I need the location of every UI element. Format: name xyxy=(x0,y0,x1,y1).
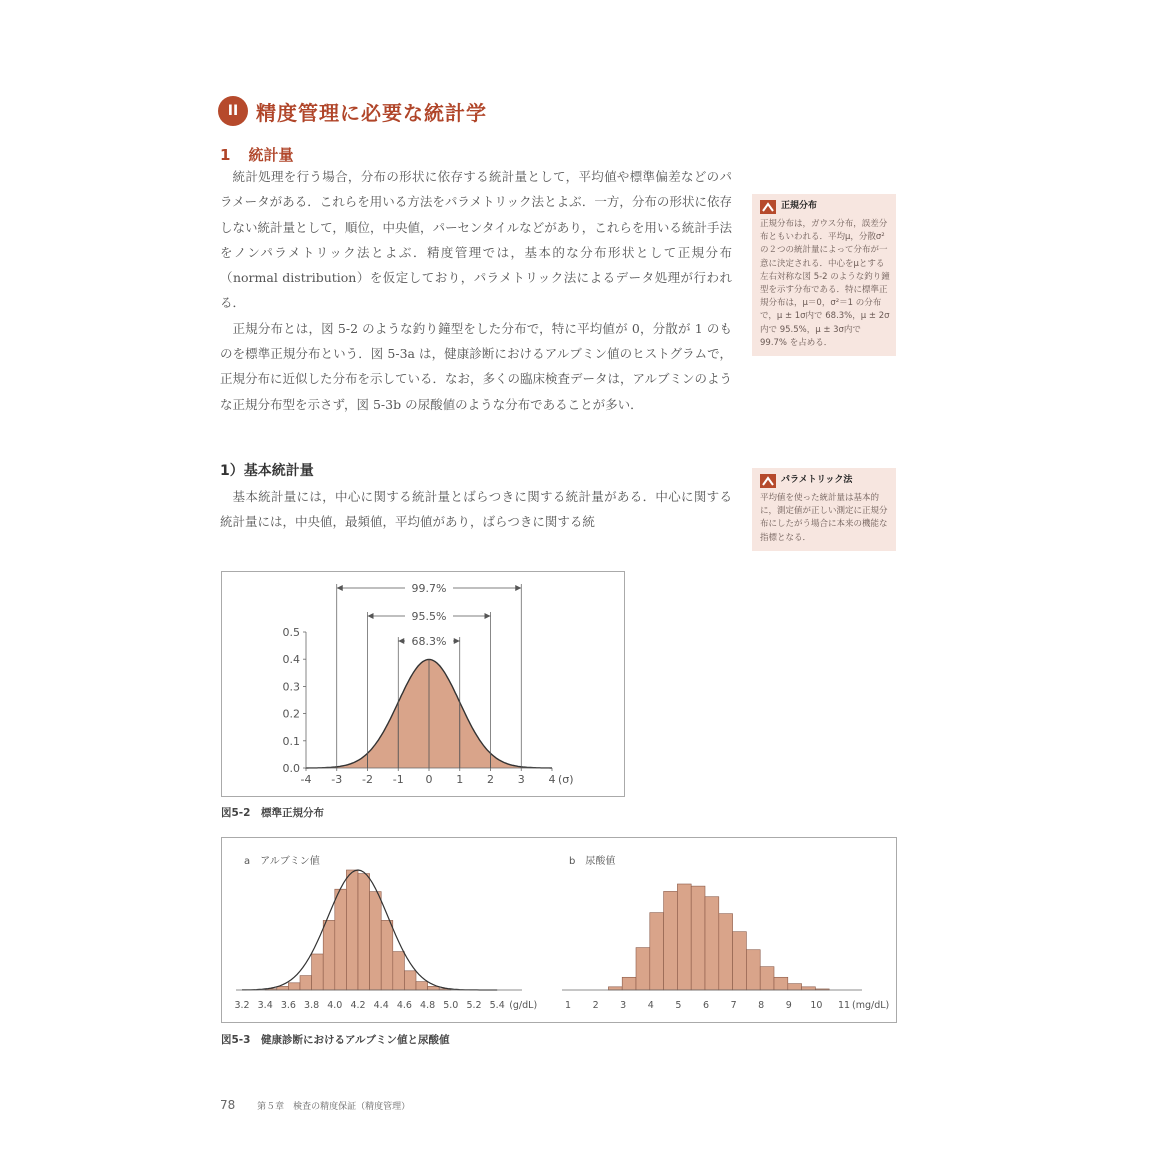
figure-5-2-caption: 図5-2 標準正規分布 xyxy=(221,807,324,819)
band-arrowhead-left xyxy=(398,638,404,644)
y-tick-label: 0.2 xyxy=(282,707,300,721)
uric-acid-bar xyxy=(608,987,622,990)
x-tick-label: 2 xyxy=(487,773,494,786)
uric-acid-x-tick: 5 xyxy=(675,1000,682,1011)
note-title: パラメトリック法 xyxy=(781,475,853,486)
albumin-x-tick: 4.6 xyxy=(396,1000,412,1011)
uric-acid-bar xyxy=(664,891,678,990)
x-tick-label: 3 xyxy=(517,773,525,786)
uric-acid-x-tick: 6 xyxy=(702,1000,710,1011)
x-tick-label: -3 xyxy=(331,773,343,786)
band-label: 99.7% xyxy=(411,582,447,595)
histogram-a-label: a アルブミン値 xyxy=(244,856,320,867)
page-footer xyxy=(220,1098,410,1112)
uric-acid-x-tick: 4 xyxy=(647,1000,654,1011)
side-note-normal-distribution xyxy=(752,194,896,356)
section-number-badge: II xyxy=(218,96,248,126)
band-arrowhead-right xyxy=(454,638,460,644)
uric-acid-unit: (mg/dL) xyxy=(852,1000,890,1011)
albumin-x-tick: 3.2 xyxy=(234,1000,250,1011)
uric-acid-bar xyxy=(774,977,788,990)
subsubsection-heading: 1）基本統計量 xyxy=(220,463,314,479)
uric-acid-bar xyxy=(719,914,733,990)
albumin-x-tick: 5.2 xyxy=(466,1000,482,1011)
paragraph-2: 正規分布とは，図 5-2 のような釣り鐘型をした分布で，特に平均値が 0，分散が 1 のものを標準正規分布という．図 5-3a は，健康診断におけるアルブミン値のヒストグラムで，正規分布に近似した分布を示している．なお，多くの臨床検査データは，アルブミンのような正規分布型を示さず，図 5-3b の尿酸値のような分布であることが多い． xyxy=(220,320,733,412)
uric-acid-bar xyxy=(788,984,802,990)
x-unit-label: (σ) xyxy=(558,773,574,786)
band-arrowhead-left xyxy=(368,613,374,619)
note-icon xyxy=(760,200,776,214)
uric-acid-x-tick: 7 xyxy=(730,1000,737,1011)
albumin-bar xyxy=(300,976,312,990)
albumin-unit: (g/dL) xyxy=(509,1000,538,1011)
band-arrowhead-right xyxy=(515,585,521,591)
histogram-charts xyxy=(222,838,896,1022)
normal-distribution-chart xyxy=(222,572,624,796)
albumin-x-tick: 3.8 xyxy=(304,1000,320,1011)
band-label: 68.3% xyxy=(411,635,447,648)
albumin-bar xyxy=(404,971,416,990)
note-icon xyxy=(760,474,776,488)
albumin-x-tick: 4.4 xyxy=(373,1000,389,1011)
albumin-bar xyxy=(416,982,428,990)
x-tick-label: 4 xyxy=(548,773,556,786)
section-header xyxy=(218,96,487,126)
albumin-bar xyxy=(335,889,347,990)
uric-acid-x-tick: 8 xyxy=(758,1000,765,1011)
x-tick-label: -1 xyxy=(392,773,404,786)
page-number: 78 xyxy=(220,1098,236,1112)
note-text: 平均値を使った統計量は基本的に，測定値が正しい測定に正規分布にしたがう場合に本来の機能な指標となる． xyxy=(760,493,888,543)
uric-acid-bar xyxy=(691,886,705,990)
albumin-bar xyxy=(277,986,289,990)
y-tick-label: 0.0 xyxy=(282,762,300,775)
albumin-x-tick: 5.0 xyxy=(443,1000,459,1011)
histogram-b-label: b 尿酸値 xyxy=(569,856,616,867)
albumin-bar xyxy=(346,870,358,990)
uric-acid-bar xyxy=(677,884,691,990)
uric-acid-x-tick: 10 xyxy=(810,1000,823,1011)
albumin-bar xyxy=(393,952,405,990)
band-arrowhead-left xyxy=(337,585,343,591)
albumin-x-tick: 4.2 xyxy=(350,1000,366,1011)
x-tick-label: 1 xyxy=(456,773,464,786)
albumin-x-tick: 3.4 xyxy=(257,1000,273,1011)
albumin-bar xyxy=(358,874,370,990)
uric-acid-bar xyxy=(622,977,636,990)
albumin-bar xyxy=(288,983,300,990)
albumin-bar xyxy=(381,920,393,990)
uric-acid-bar xyxy=(636,948,650,990)
uric-acid-bar xyxy=(650,913,664,990)
albumin-bar xyxy=(323,920,335,990)
figure-5-3-caption: 図5-3 健康診断におけるアルブミン値と尿酸値 xyxy=(221,1034,450,1046)
uric-acid-x-tick: 9 xyxy=(785,1000,792,1011)
note-head xyxy=(760,474,890,488)
uric-acid-x-tick: 3 xyxy=(620,1000,627,1011)
band-label: 95.5% xyxy=(411,610,447,623)
albumin-x-tick: 5.4 xyxy=(489,1000,505,1011)
albumin-x-tick: 3.6 xyxy=(280,1000,296,1011)
uric-acid-x-tick: 2 xyxy=(592,1000,599,1011)
albumin-x-tick: 4.0 xyxy=(327,1000,343,1011)
section-title: 精度管理に必要な統計学 xyxy=(256,100,487,125)
uric-acid-bar xyxy=(802,987,816,990)
uric-acid-x-tick: 11 xyxy=(837,1000,851,1011)
uric-acid-x-tick: 1 xyxy=(564,1000,572,1011)
body-text-2 xyxy=(220,484,732,535)
albumin-bar xyxy=(370,892,382,990)
uric-acid-bar xyxy=(746,950,760,990)
note-text: 正規分布は，ガウス分布，誤差分布ともいわれる．平均μ，分散σ² の２つの統計量によって分布が一意に決定される．中心をμとする左右対称な図 5-2 のような釣り鐘型を示す分布である．特に標準正規分布は，μ＝0，σ²＝1 の分布で，μ ± 1σ内で 68.3%，μ ± 2σ内で 95.5%，μ ± 3σ内で 99.7% を占める． xyxy=(760,219,890,348)
subsection-heading xyxy=(220,144,293,165)
note-head xyxy=(760,200,890,214)
albumin-bar xyxy=(428,986,440,990)
x-tick-label: -4 xyxy=(300,773,312,786)
chapter-title: 第５章 検査の精度保証（精度管理） xyxy=(257,1102,411,1112)
body-text xyxy=(220,164,732,417)
figure-5-3-frame xyxy=(221,837,897,1023)
side-note-parametric xyxy=(752,468,896,551)
albumin-x-tick: 4.8 xyxy=(420,1000,436,1011)
y-tick-label: 0.5 xyxy=(282,626,300,639)
subsection-title: 統計量 xyxy=(248,146,294,164)
y-tick-label: 0.4 xyxy=(282,653,300,667)
uric-acid-bar xyxy=(760,967,774,990)
y-tick-label: 0.3 xyxy=(282,680,300,694)
subsection-number: 1 xyxy=(220,146,231,164)
band-arrowhead-right xyxy=(485,613,491,619)
x-tick-label: 0 xyxy=(425,773,433,786)
paragraph-3: 基本統計量には，中心に関する統計量とばらつきに関する統計量がある．中心に関する統計量には，中央値，最頻値，平均値があり，ばらつきに関する統 xyxy=(220,489,732,530)
paragraph-1: 統計処理を行う場合，分布の形状に依存する統計量として，平均値や標準偏差などのパラメータがある．これらを用いる方法をパラメトリック法とよぶ．一方，分布の形状に依存しない統計量として，順位，中央値，パーセンタイルなどがあり，これらを用いる統計手法をノンパラメトリック法とよぶ．精度管理では，基本的な分布形状として正規分布（normal distribution）を仮定しており，パラメトリック法によるデータ処理が行われる． xyxy=(220,169,732,311)
albumin-bar xyxy=(312,954,324,990)
uric-acid-bar xyxy=(733,932,747,990)
note-title: 正規分布 xyxy=(781,201,818,212)
uric-acid-bar xyxy=(705,897,719,990)
x-tick-label: -2 xyxy=(362,773,373,786)
y-tick-label: 0.1 xyxy=(282,734,300,748)
figure-5-2-frame xyxy=(221,571,625,797)
